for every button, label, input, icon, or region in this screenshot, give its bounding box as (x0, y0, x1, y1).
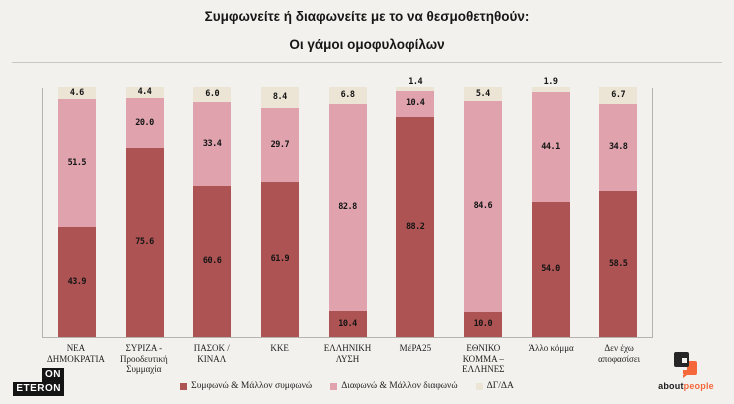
chart-subtitle: Οι γάμοι ομοφυλοφίλων (289, 37, 445, 52)
value-label: 88.2 (405, 221, 425, 232)
bar-segment[interactable] (599, 87, 637, 104)
legend-item (330, 381, 457, 391)
bar-segment[interactable] (126, 148, 164, 337)
x-axis-label: ΠΑΣΟΚ / ΚΙΝΑΛ (193, 343, 230, 364)
bar-segment[interactable] (58, 227, 96, 337)
legend (0, 381, 694, 391)
value-label: 44.1 (541, 141, 560, 152)
bar-segment[interactable] (193, 102, 231, 186)
aboutpeople-logo (646, 351, 726, 391)
aboutpeople-wordmark (658, 381, 714, 391)
bar-segment[interactable] (464, 87, 502, 101)
value-label: 5.4 (475, 88, 490, 99)
legend-label: ΔΓ/ΔΑ (486, 381, 514, 391)
bar-slot (178, 88, 246, 337)
legend-swatch (180, 383, 187, 390)
aboutpeople-word-people: people (683, 381, 714, 391)
x-axis-label: ΣΥΡΙΖΑ - Προοδευτική Συμμαχία (119, 343, 168, 374)
value-label: 10.4 (405, 98, 425, 109)
bar-slot (381, 77, 449, 337)
stacked-bar[interactable] (464, 87, 502, 337)
bar-segment[interactable] (193, 186, 231, 338)
stacked-bar[interactable] (329, 87, 367, 337)
x-axis-label: ΚΚΕ (270, 343, 289, 353)
bar-segment[interactable] (261, 108, 299, 182)
aboutpeople-icon (671, 351, 701, 379)
eteron-logo-line2: ETERON (13, 382, 64, 396)
x-axis-label: ΕΘΝΙΚΟ ΚΟΜΜΑ – ΕΛΛΗΝΕΣ (462, 343, 505, 374)
header-divider (12, 62, 722, 63)
value-label: 43.9 (67, 276, 87, 287)
stacked-bar[interactable] (126, 87, 164, 337)
bar-slot (584, 88, 652, 337)
legend-item (476, 381, 514, 391)
bar-slot (314, 88, 382, 337)
bar-segment[interactable] (396, 91, 434, 117)
bar-segment[interactable] (464, 312, 502, 337)
bar-segment[interactable] (464, 101, 502, 313)
value-label: 60.6 (202, 256, 222, 266)
value-label: 4.4 (137, 87, 152, 98)
bar-segment[interactable] (193, 87, 231, 102)
bar-segment[interactable] (599, 191, 637, 337)
value-label: 6.0 (205, 89, 220, 100)
x-axis-label: Δεν έχω αποφασίσει (598, 343, 641, 364)
x-axis-label: ΝΕΑ ΔΗΜΟΚΡΑΤΙΑ (46, 343, 105, 364)
legend-label: Συμφωνώ & Μάλλον συμφωνώ (191, 381, 313, 391)
stacked-bar[interactable] (396, 77, 434, 337)
value-label: 20.0 (135, 117, 154, 128)
value-label: 82.8 (338, 202, 357, 213)
value-label: 8.4 (272, 92, 287, 103)
value-label: 10.4 (338, 318, 357, 329)
bar-segment[interactable] (599, 104, 637, 191)
bar-slot (111, 88, 179, 337)
aboutpeople-word-about: about (658, 381, 684, 391)
value-label: 84.6 (473, 201, 493, 211)
bar-segment[interactable] (532, 77, 570, 92)
chart-title: Συμφωνείτε ή διαφωνείτε με το να θεσμοθετηθούν: (204, 9, 530, 24)
x-axis-label: ΕΛΛΗΝΙΚΗ ΛΥΣΗ (323, 343, 372, 364)
bar-segment[interactable] (532, 202, 570, 337)
bar-slot (246, 88, 314, 337)
stacked-bar[interactable] (58, 87, 96, 337)
bar-slot (43, 88, 111, 337)
value-label: 1.4 (408, 77, 423, 87)
legend-swatch (330, 383, 337, 390)
value-label: 61.9 (270, 254, 290, 265)
bar-segment[interactable] (329, 87, 367, 104)
bar-segment[interactable] (126, 87, 164, 98)
value-label: 54.0 (541, 264, 560, 275)
plot-area (42, 77, 653, 338)
value-label: 6.8 (340, 90, 355, 101)
stacked-bar[interactable] (261, 87, 299, 337)
bar-segment[interactable] (58, 87, 96, 99)
value-label: 75.6 (135, 237, 154, 248)
bar-slot (449, 88, 517, 337)
stacked-bar[interactable] (599, 87, 637, 337)
value-label: 4.6 (69, 87, 84, 98)
bar-slot (517, 77, 585, 337)
bar-segment[interactable] (532, 92, 570, 202)
bar-segment[interactable] (58, 99, 96, 228)
bar-segment[interactable] (329, 311, 367, 337)
x-axis-label: Άλλο κόμμα (528, 343, 574, 353)
x-axis-label: ΜέΡΑ25 (399, 343, 432, 353)
bar-segment[interactable] (396, 77, 434, 91)
stacked-bar[interactable] (193, 87, 231, 337)
value-label: 1.9 (543, 77, 558, 87)
legend-item (180, 381, 312, 391)
legend-swatch (476, 383, 483, 390)
bar-segment[interactable] (261, 182, 299, 337)
bar-segment[interactable] (329, 104, 367, 311)
value-label: 33.4 (202, 138, 222, 149)
eteron-logo-line1: ON (42, 368, 64, 382)
value-label: 10.0 (473, 319, 493, 330)
eteron-logo (17, 368, 64, 396)
bar-segment[interactable] (126, 98, 164, 148)
value-label: 58.5 (608, 258, 628, 269)
bar-segment[interactable] (396, 117, 434, 338)
value-label: 29.7 (270, 139, 290, 150)
legend-label: Διαφωνώ & Μάλλον διαφωνώ (341, 381, 458, 391)
x-axis-labels (42, 343, 653, 375)
bar-segment[interactable] (261, 87, 299, 108)
value-label: 51.5 (67, 157, 87, 168)
value-label: 34.8 (608, 142, 628, 152)
stacked-bar[interactable] (532, 77, 570, 337)
value-label: 6.7 (611, 90, 626, 101)
